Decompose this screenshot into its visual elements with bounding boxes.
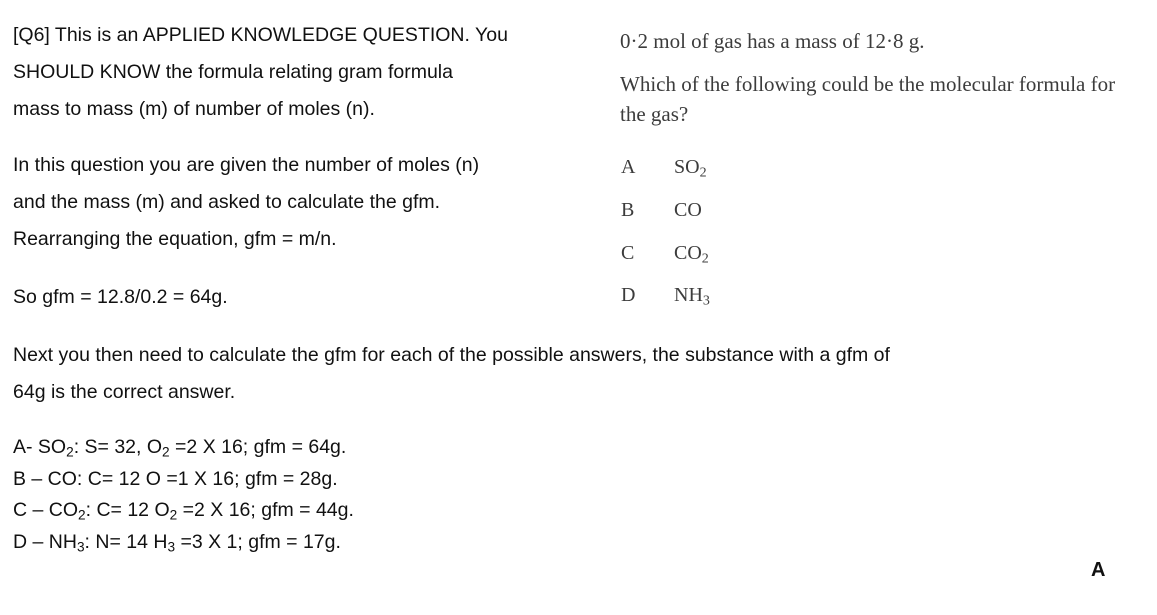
calculation-line-c: C – $CO_2$: C= 12 $O_2 =2$ X 16; gfm = 44g. xyxy=(13,499,354,523)
question-stem: 0·2 mol of gas has a mass of 12·8 g. xyxy=(620,29,925,53)
option-c xyxy=(612,242,812,272)
intro-line: mass to mass (m) of number of moles (n). xyxy=(13,98,375,120)
question-scan xyxy=(612,26,1132,309)
option-letter: A xyxy=(621,156,636,178)
gfm-calculations xyxy=(13,432,354,558)
option-b xyxy=(612,199,812,229)
gfm-result-line: So gfm = 12.8/0.2 = 64g. xyxy=(13,286,228,308)
next-step-line: 64g is the correct answer. xyxy=(13,381,236,403)
correct-answer: A xyxy=(1091,559,1106,581)
option-d xyxy=(612,284,812,314)
next-step-paragraph xyxy=(13,337,890,411)
intro-paragraph xyxy=(13,17,508,128)
explanation-line: In this question you are given the number of moles (n) xyxy=(13,154,480,176)
option-formula: $SO_2$ xyxy=(674,156,707,181)
option-formula: $NH_3$ xyxy=(674,284,710,309)
option-letter: B xyxy=(621,199,635,221)
explanation-line: and the mass (m) and asked to calculate the gfm. xyxy=(13,191,441,213)
intro-line: SHOULD KNOW the formula relating gram formula xyxy=(13,61,453,83)
question-prompt: Which of the following could be the molecular formula for the gas? xyxy=(620,72,1116,126)
option-letter: C xyxy=(621,242,635,264)
calculation-line-b: B – CO: C= 12 O =1 X 16; gfm = 28g. xyxy=(13,467,338,490)
calculation-line-d: D – $NH_3$: N= 14 $H_3 =3$ X 1; gfm = 17g. xyxy=(13,530,341,554)
option-a xyxy=(612,156,812,186)
explanation-line: Rearranging the equation, gfm = m/n. xyxy=(13,228,337,250)
explanation-paragraph xyxy=(13,147,479,258)
option-formula: CO xyxy=(674,199,702,221)
next-step-line: Next you then need to calculate the gfm for each of the possible answers, the substance with a gfm of xyxy=(13,344,890,366)
intro-line: [Q6] This is an APPLIED KNOWLEDGE QUESTION. You xyxy=(13,24,508,46)
option-formula: $CO_2$ xyxy=(674,242,709,267)
calculation-line-a: A- $SO_2$: S= 32, $O_2 =2$ X 16; gfm = 64g. xyxy=(13,436,347,460)
option-letter: D xyxy=(621,284,636,306)
